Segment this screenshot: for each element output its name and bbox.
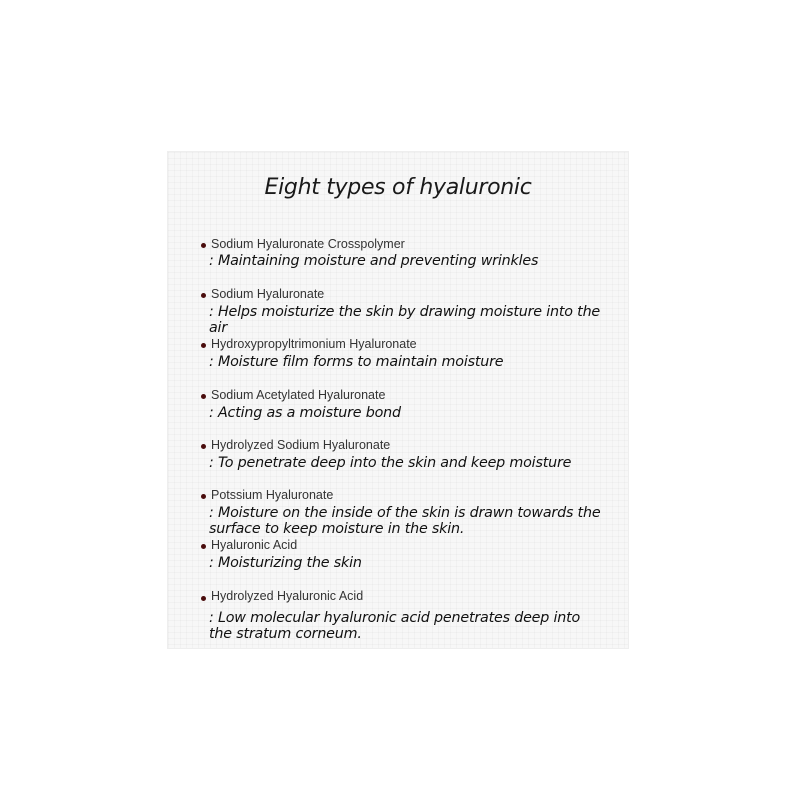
ingredient-description: : Maintaining moisture and preventing wrinkles: [209, 253, 539, 269]
ingredient-description: : To penetrate deep into the skin and keep moisture: [209, 455, 572, 471]
ingredient-name: Hyaluronic Acid: [211, 538, 298, 552]
bullet-icon: [201, 394, 206, 399]
ingredient-name: Sodium Acetylated Hyaluronate: [211, 388, 386, 402]
ingredient-name: Hydrolyzed Sodium Hyaluronate: [211, 438, 391, 452]
bullet-icon: [201, 293, 206, 298]
ingredient-name: Sodium Hyaluronate: [211, 287, 325, 301]
bullet-icon: [201, 343, 206, 348]
ingredient-description: : Low molecular hyaluronic acid penetrates deep into the stratum corneum.: [209, 610, 581, 642]
ingredient-name: Sodium Hyaluronate Crosspolymer: [211, 237, 405, 251]
bullet-icon: [201, 444, 206, 449]
ingredient-description: : Moisture film forms to maintain moisture: [209, 354, 504, 370]
card-title: Eight types of hyaluronic: [264, 175, 532, 200]
ingredient-name: Hydroxypropyltrimonium Hyaluronate: [211, 337, 417, 351]
ingredient-description: : Acting as a moisture bond: [209, 405, 401, 421]
bullet-icon: [201, 494, 206, 499]
bullet-icon: [201, 243, 206, 248]
ingredient-description: : Moisture on the inside of the skin is drawn towards the surface to keep moisture in the skin.: [209, 505, 601, 537]
bullet-icon: [201, 544, 206, 549]
ingredient-description: : Moisturizing the skin: [209, 555, 362, 571]
info-card: [167, 151, 629, 649]
ingredient-name: Hydrolyzed Hyaluronic Acid: [211, 589, 364, 603]
bullet-icon: [201, 596, 206, 601]
ingredient-name: Potssium Hyaluronate: [211, 488, 334, 502]
ingredient-description: : Helps moisturize the skin by drawing moisture into the air: [209, 304, 601, 336]
